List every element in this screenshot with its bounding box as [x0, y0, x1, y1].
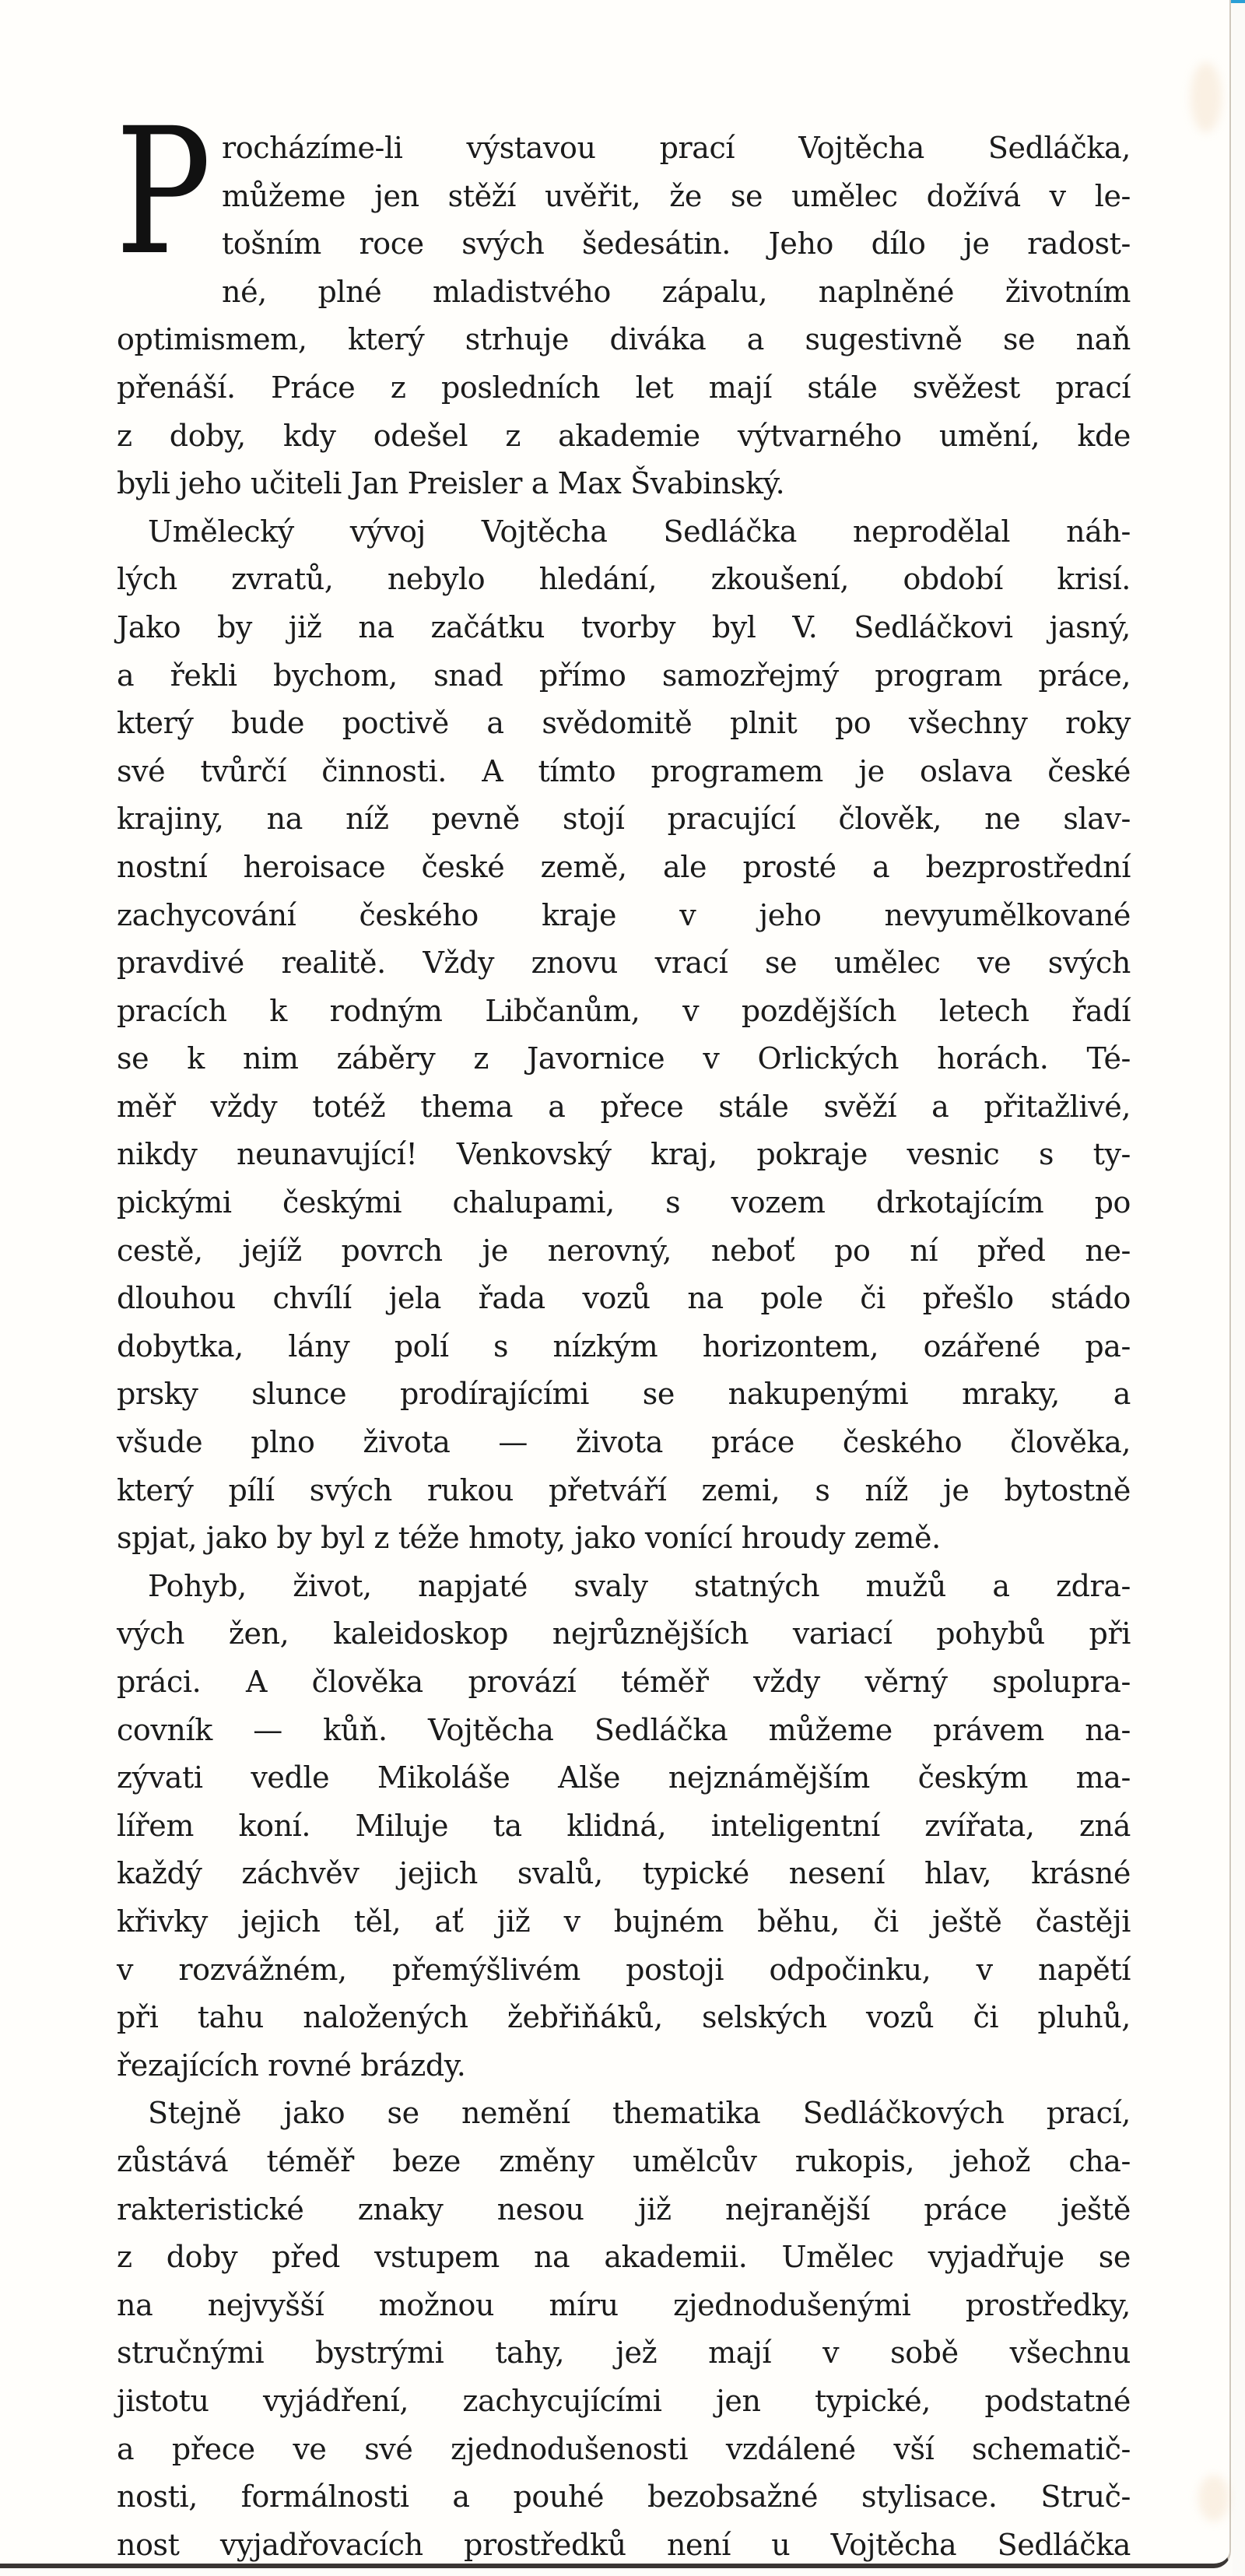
text-line: vých žen, kaleidoskop nejrůznějších variací pohybů při: [117, 1616, 1131, 1651]
article-body: [115, 90, 1131, 2569]
text-line: jistotu vyjádření, zachycujícími jen typické, podstatné: [117, 2383, 1131, 2418]
text-line: byli jeho učiteli Jan Preisler a Max Švabinský.: [117, 466, 785, 501]
text-line: spjat, jako by byl z téže hmoty, jako vonící hroudy země.: [117, 1521, 941, 1556]
text-line: dlouhou chvílí jela řada vozů na pole či přešlo stádo: [117, 1281, 1131, 1316]
text-line: zachycování českého kraje v jeho nevyumělkované: [117, 897, 1131, 932]
text-line: optimismem, který strhuje diváka a sugestivně se naň: [117, 322, 1131, 357]
text-line: Jako by již na začátku tvorby byl V. Sedláčkovi jasný,: [117, 609, 1131, 644]
paragraph: [115, 90, 1131, 508]
text-line: který pílí svých rukou přetváří zemi, s níž je bytostně: [117, 1472, 1131, 1507]
text-line: své tvůrčí činnosti. A tímto programem je oslava české: [117, 753, 1131, 788]
text-line: na nejvyšší možnou míru zjednodušenými prostředky,: [117, 2287, 1131, 2322]
text-line: Stejně jako se nemění thematika Sedláčkových prací,: [148, 2096, 1131, 2131]
text-line: rakteristické znaky nesou již nejranější práce ještě: [117, 2192, 1131, 2227]
edge-marker: [1231, 0, 1245, 3]
text-line: pickými českými chalupami, s vozem drkotajícím po: [117, 1185, 1131, 1220]
text-line: z doby, kdy odešel z akademie výtvarného umění, kde: [117, 418, 1131, 453]
text-line: nostní heroisace české země, ale prosté a bezprostřední: [117, 849, 1131, 884]
drop-cap: P: [115, 90, 212, 293]
text-line: nosti, formálnosti a pouhé bezobsažné stylisace. Struč-: [117, 2479, 1131, 2515]
text-line: a řekli bychom, snad přímo samozřejmý program práce,: [117, 658, 1131, 693]
text-line: lých zvratů, nebylo hledání, zkoušení, období krisí.: [117, 562, 1131, 597]
text-line: Pohyb, život, napjaté svaly statných mužů a zdra-: [148, 1568, 1131, 1603]
text-line: v rozvážném, přemýšlivém postoji odpočinku, v napětí: [117, 1952, 1131, 1987]
text-line: přenáší. Práce z posledních let mají stále svěžest prací: [117, 370, 1131, 405]
text-line: stručnými bystrými tahy, jež mají v sobě všechnu: [117, 2336, 1131, 2371]
text-line: covník — kůň. Vojtěcha Sedláčka můžeme právem na-: [117, 1712, 1131, 1747]
text-line: který bude poctivě a svědomitě plnit po všechny roky: [117, 706, 1131, 741]
text-line: Umělecký vývoj Vojtěcha Sedláčka neprodělal náh-: [148, 514, 1131, 549]
text-line: můžeme jen stěží uvěřit, že se umělec dožívá v le-: [222, 178, 1131, 213]
text-line: měř vždy totéž thema a přece stále svěží a přitažlivé,: [117, 1089, 1131, 1124]
text-line: každý záchvěv jejich svalů, typické nesení hlav, krásné: [117, 1856, 1131, 1891]
text-line: krajiny, na níž pevně stojí pracující člověk, ne slav-: [117, 802, 1131, 837]
text-line: pravdivé realitě. Vždy znovu vrací se umělec ve svých: [117, 946, 1131, 981]
text-line: lířem koní. Miluje ta klidná, inteligentní zvířata, zná: [117, 1808, 1131, 1843]
text-line: rocházíme-li výstavou prací Vojtěcha Sedláčka,: [222, 131, 1131, 165]
text-line: pracích k rodným Libčanům, v pozdějších letech řadí: [117, 993, 1131, 1028]
text-line: řezajících rovné brázdy.: [117, 2048, 466, 2083]
text-line: zůstává téměř beze změny umělcův rukopis, jehož cha-: [117, 2143, 1131, 2178]
text-line: zývati vedle Mikoláše Alše nejznámějším českým ma-: [117, 1760, 1131, 1795]
paragraph: [117, 1563, 1131, 2090]
text-line: nikdy neunavující! Venkovský kraj, pokraje vesnic s ty-: [117, 1137, 1131, 1172]
text-line: a přece ve své zjednodušenosti vzdálené vší schematič-: [117, 2431, 1131, 2466]
text-line: všude plno života — života práce českého člověka,: [117, 1425, 1131, 1460]
paragraph: [117, 2090, 1131, 2569]
text-line: né, plné mladistvého zápalu, naplněné životním: [222, 274, 1131, 309]
text-line: nost vyjadřovacích prostředků není u Vojtěcha Sedláčka: [117, 2527, 1131, 2562]
paper-stain: [1191, 62, 1222, 132]
text-line: cestě, jejíž povrch je nerovný, neboť po ní před ne-: [117, 1233, 1131, 1268]
text-line: křivky jejich těl, ať již v bujném běhu, či ještě častěji: [117, 1904, 1131, 1939]
paper-stain: [1198, 2475, 1229, 2522]
text-line: při tahu naložených žebřiňáků, selských vozů či pluhů,: [117, 2000, 1131, 2035]
paragraph: [117, 508, 1131, 1563]
text-line: prsky slunce prodírajícími se nakupenými mraky, a: [117, 1377, 1131, 1412]
text-line: dobytka, lány polí s nízkým horizontem, ozářené pa-: [117, 1328, 1131, 1363]
text-line: práci. A člověka provází téměř vždy věrný spolupra-: [117, 1665, 1131, 1699]
text-line: z doby před vstupem na akademii. Umělec vyjadřuje se: [117, 2240, 1131, 2275]
text-line: tošním roce svých šedesátin. Jeho dílo je radost-: [222, 226, 1131, 261]
text-line: se k nim záběry z Javornice v Orlických horách. Té-: [117, 1041, 1131, 1076]
page-edge: [1233, 0, 1245, 2576]
text-lines: [115, 90, 1131, 2569]
